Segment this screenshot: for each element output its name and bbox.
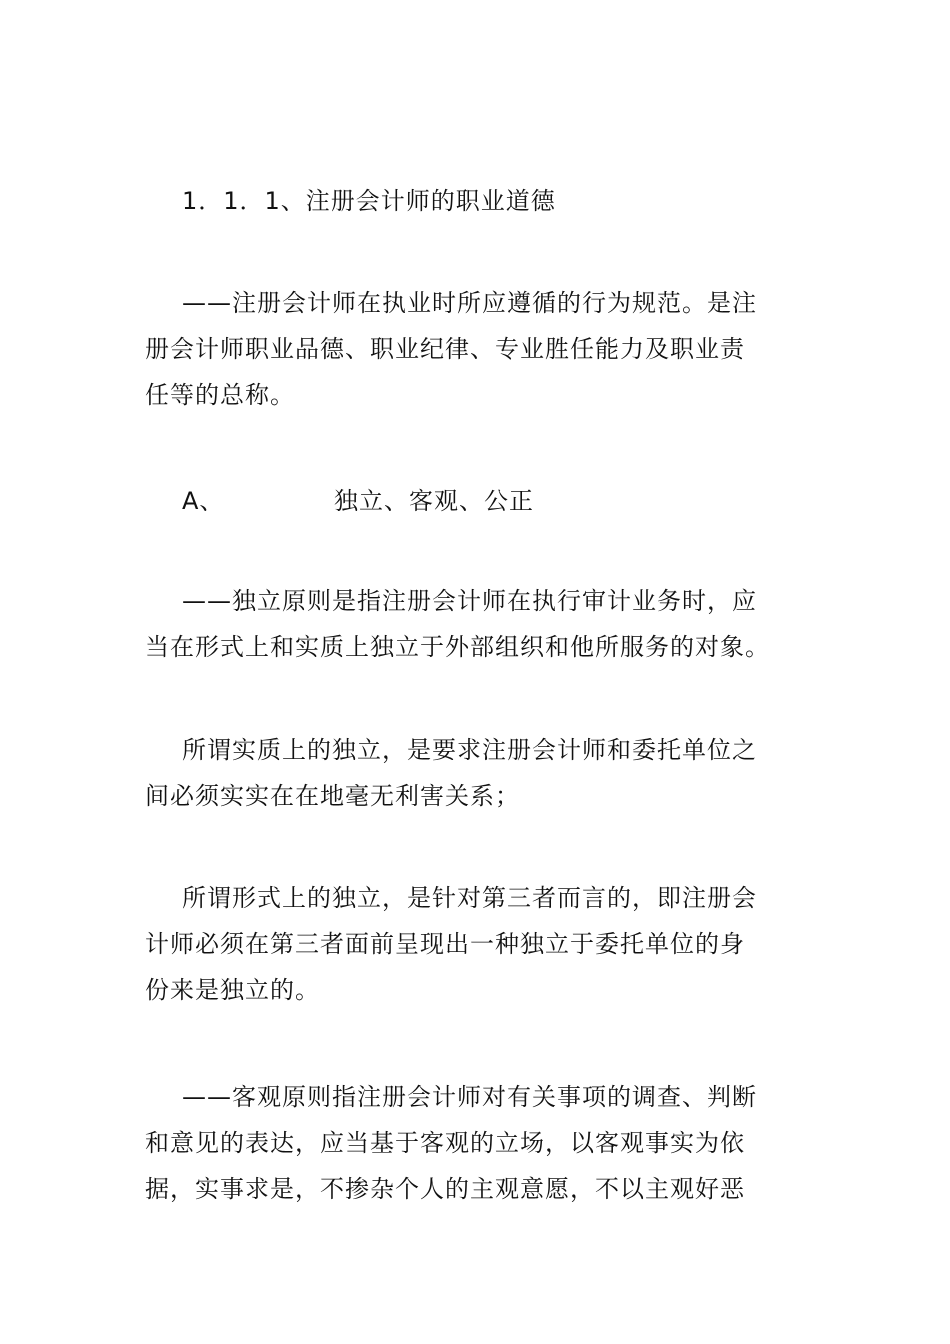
substance-paragraph [145,727,805,819]
paragraph-line: 所谓形式上的独立，是针对第三者而言的，即注册会 [182,884,757,912]
paragraph-line: ——独立原则是指注册会计师在执行审计业务时，应 [182,587,757,615]
paragraph-line: 计师必须在第三者面前呈现出一种独立于委托单位的身 [145,930,745,958]
form-paragraph [145,875,805,1013]
paragraph-line: 任等的总称。 [145,381,295,409]
paragraph-line: 份来是独立的。 [145,976,320,1004]
paragraph-line: 间必须实实在在地毫无利害关系； [145,782,520,810]
paragraph-line: 所谓实质上的独立，是要求注册会计师和委托单位之 [182,736,757,764]
paragraph-line: ——注册会计师在执业时所应遵循的行为规范。是注 [182,289,757,317]
objectivity-paragraph [145,1074,805,1212]
paragraph-line: 册会计师职业品德、职业纪律、专业胜任能力及职业责 [145,335,745,363]
paragraph-line: 当在形式上和实质上独立于外部组织和他所服务的对象。 [145,633,770,661]
paragraph-line: 和意见的表达，应当基于客观的立场，以客观事实为依 [145,1129,745,1157]
paragraph-line: 据，实事求是，不掺杂个人的主观意愿，不以主观好恶 [145,1175,745,1203]
heading-a-text: 独立、客观、公正 [334,487,534,515]
independence-paragraph [145,578,805,670]
heading-a-label: A、 [182,487,225,515]
heading-a [145,478,842,524]
section-title: 1．1．1、注册会计师的职业道德 [182,187,556,215]
paragraph-line: ——客观原则指注册会计师对有关事项的调查、判断 [182,1083,757,1111]
definition-paragraph [145,280,805,418]
